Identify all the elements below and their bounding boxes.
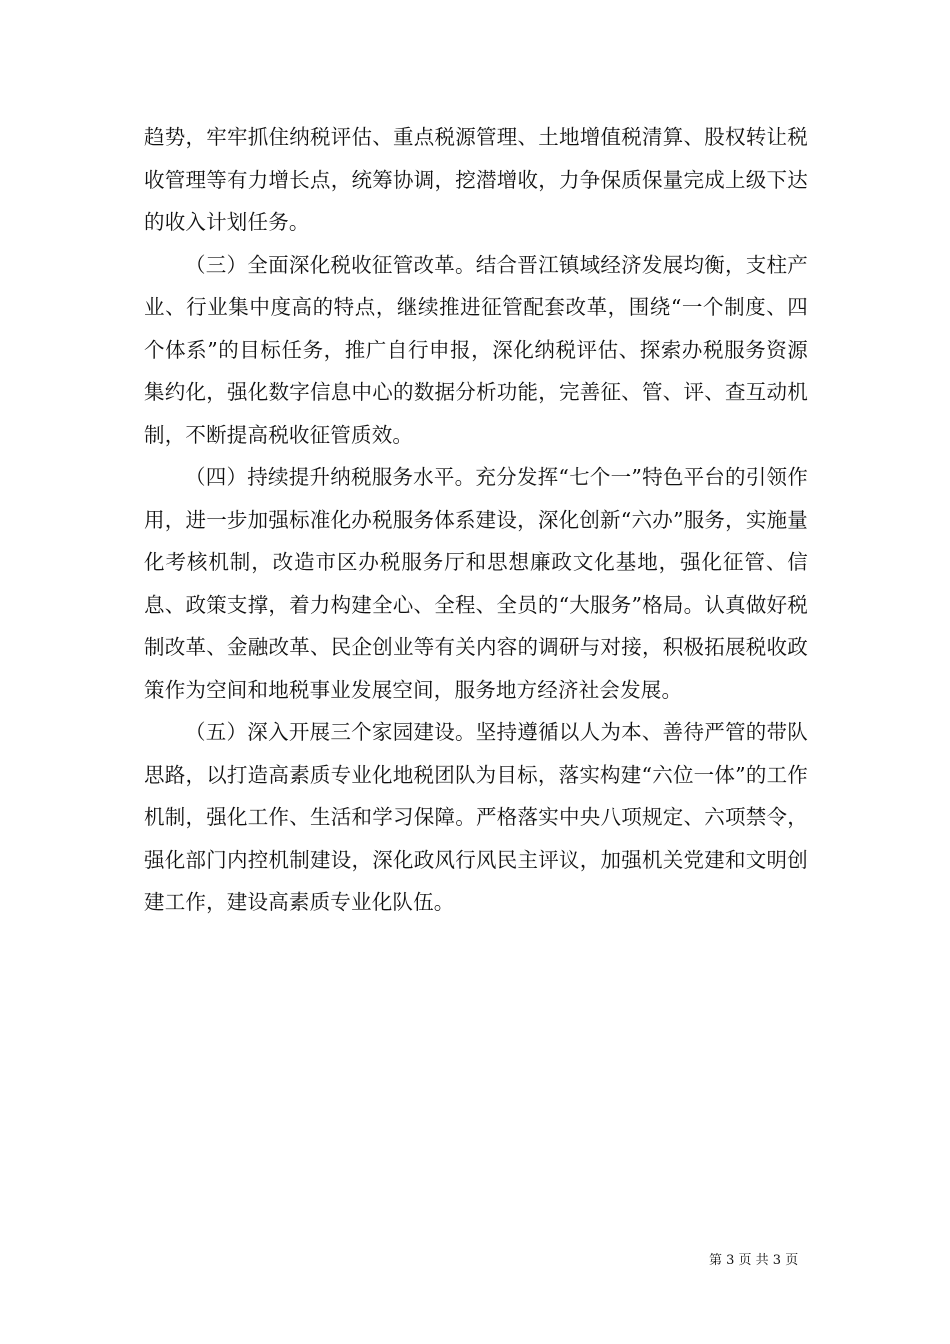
body-text <box>144 116 808 924</box>
paragraph-tax-collection-reform: （三）全面深化税收征管改革。结合晋江镇域经济发展均衡，支柱产业、行业集中度高的特点，继续推进征管配套改革，围绕“一个制度、四个体系”的目标任务，推广自行申报，深化纳税评估、探索办税服务资源集约化，强化数字信息中心的数据分析功能，完善征、管、评、查互动机制，不断提高税收征管质效。 <box>144 252 808 447</box>
page-number: 第 3 页 共 3 页 <box>709 1253 799 1268</box>
paragraph-continuation: 趋势，牢牢抓住纳税评估、重点税源管理、土地增值税清算、股权转让税收管理等有力增长点，统筹协调，挖潜增收，力争保质保量完成上级下达的收入计划任务。 <box>144 125 808 234</box>
paragraph-three-homes-building: （五）深入开展三个家园建设。坚持遵循以人为本、善待严管的带队思路，以打造高素质专业化地税团队为目标，落实构建“六位一体”的工作机制，强化工作、生活和学习保障。严格落实中央八项规定、六项禁令，强化部门内控机制建设，深化政风行风民主评议，加强机关党建和文明创建工作，建设高素质专业化队伍。 <box>144 720 808 914</box>
paragraph-taxpayer-service: （四）持续提升纳税服务水平。充分发挥“七个一”特色平台的引领作用，进一步加强标准化办税服务体系建设，深化创新“六办”服务，实施量化考核机制，改造市区办税服务厅和思想廉政文化基地，强化征管、信息、政策支撑，着力构建全心、全程、全员的“大服务”格局。认真做好税制改革、金融改革、民企创业等有关内容的调研与对接，积极拓展税收政策作为空间和地税事业发展空间，服务地方经济社会发展。 <box>144 465 808 702</box>
